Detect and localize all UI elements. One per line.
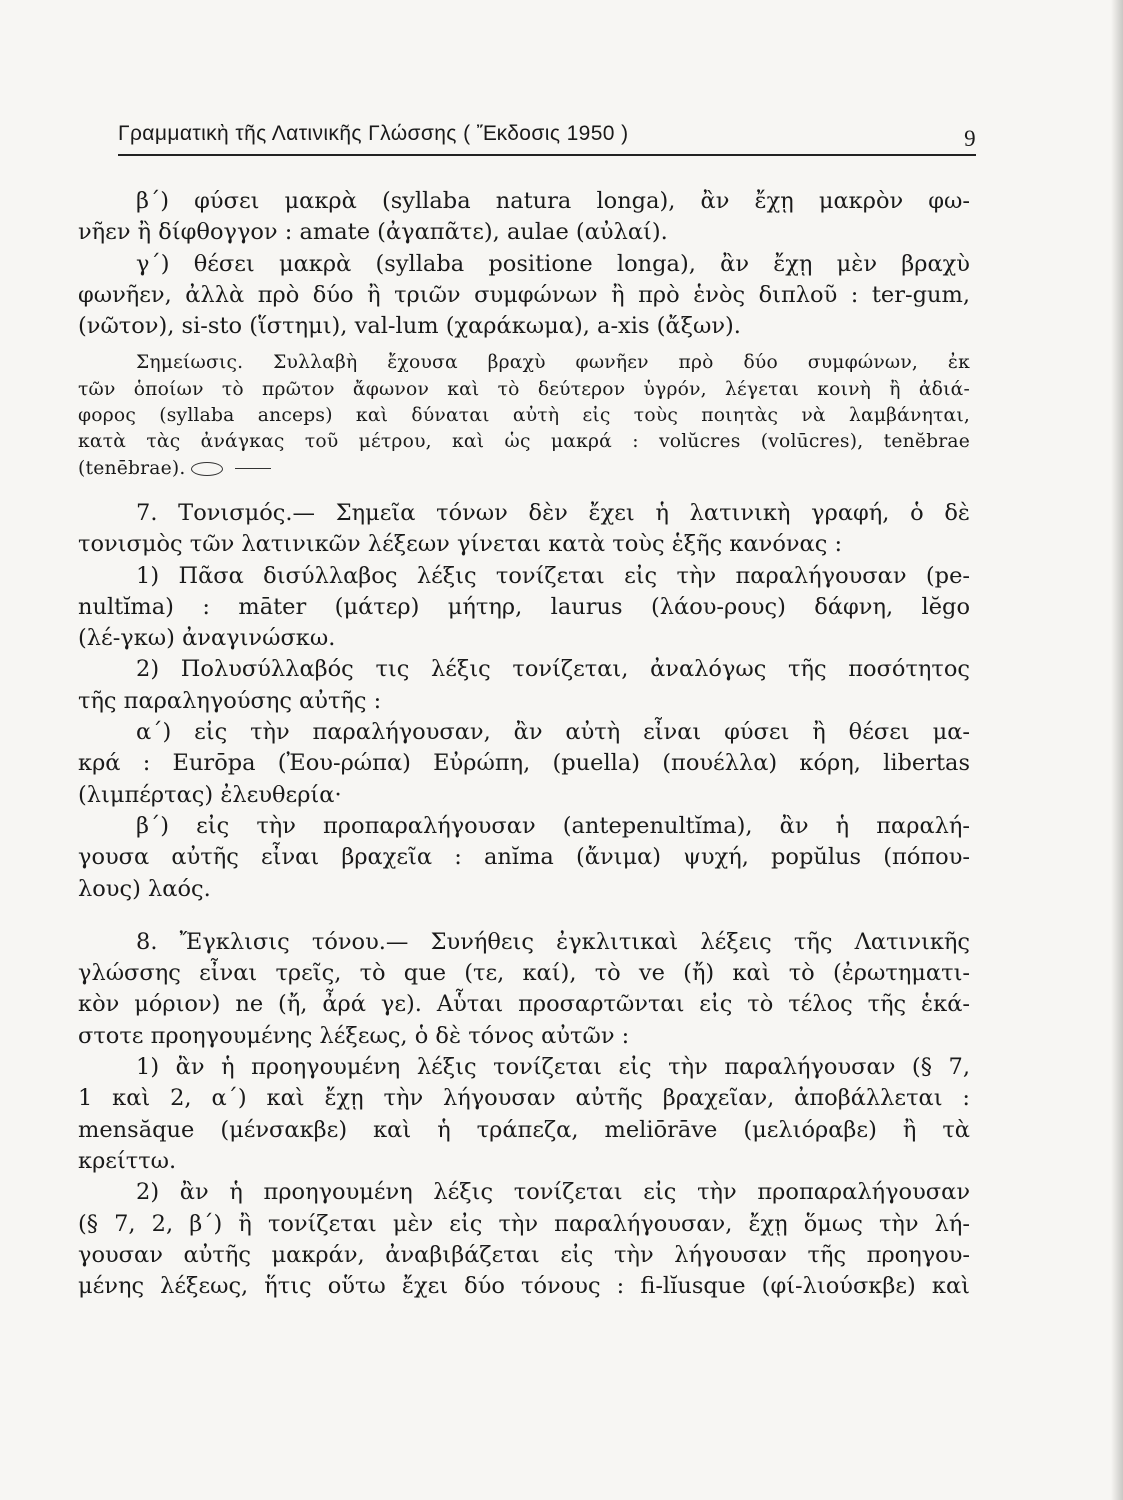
text-line: 2) ἂν ἡ προηγουμένη λέξις τονίζεται εἰς τὴν προπαραλήγουσαν: [136, 1179, 970, 1206]
text-line: φωνῆεν, ἀλλὰ πρὸ δύο ἢ τριῶν συμφώνων ἢ πρὸ ἑνὸς διπλοῦ : ter-gum,: [78, 281, 970, 308]
section-7-heading-line: 7. Τονισμός.— Σημεῖα τόνων δὲν ἔχει ἡ λατινικὴ γραφή, ὁ δὲ: [136, 499, 970, 526]
text-line: (λιμπέρτας) ἐλευθερία·: [78, 781, 342, 808]
text-line: 1 καὶ 2, α´) καὶ ἔχῃ τὴν λήγουσαν αὐτῆς βραχεῖαν, ἀποβάλλεται :: [78, 1085, 970, 1112]
page-body: [78, 186, 970, 1302]
text-line: λους) λαός.: [78, 875, 211, 902]
text-line: νῆεν ἢ δίφθογγον : amate (ἀγαπᾶτε), aulae (αὐλαί).: [78, 219, 668, 246]
text-line: στοτε προηγουμένης λέξεως, ὁ δὲ τόνος αὐτῶν :: [78, 1022, 630, 1049]
text-line: 1) ἂν ἡ προηγουμένη λέξις τονίζεται εἰς τὴν παραλήγουσαν (§ 7,: [136, 1054, 970, 1081]
text-line: κὸν μόριον) ne (ἤ, ἆρά γε). Αὗται προσαρτῶνται εἰς τὸ τέλος τῆς ἑκά-: [78, 991, 970, 1018]
text-line: 1) Πᾶσα δισύλλαβος λέξις τονίζεται εἰς τὴν παραλήγουσαν (pe-: [136, 562, 970, 589]
text-line: (§ 7, 2, β´) ἢ τονίζεται μὲν εἰς τὴν παραλήγουσαν, ἔχῃ ὅμως τὴν λή-: [78, 1210, 970, 1237]
note-line: τῶν ὁποίων τὸ πρῶτον ἄφωνον καὶ τὸ δεύτερον ὑγρόν, λέγεται κοινὴ ἢ ἀδιά-: [78, 378, 970, 400]
text-line: nultĭma) : māter (μάτερ) μήτηρ, laurus (λάου-ρους) δάφνη, lĕgo: [78, 593, 970, 620]
text-line: τονισμὸς τῶν λατινικῶν λέξεων γίνεται κατὰ τοὺς ἑξῆς κανόνας :: [78, 531, 843, 558]
text-line: γουσαν αὐτῆς μακράν, ἀναβιβάζεται εἰς τὴν λήγουσαν τῆς προηγου-: [78, 1241, 970, 1268]
text-line: τῆς παραληγούσης αὐτῆς :: [78, 687, 382, 714]
note-line: Σημείωσις. Συλλαβὴ ἔχουσα βραχὺ φωνῆεν πρὸ δύο συμφώνων, ἐκ: [136, 352, 970, 374]
text-line: (λέ-γκω) ἀναγινώσκω.: [78, 625, 336, 652]
text-line: α´) εἰς τὴν παραλήγουσαν, ἂν αὐτὴ εἶναι φύσει ἢ θέσει μα-: [136, 719, 970, 746]
text-line: γλώσσης εἶναι τρεῖς, τὸ que (τε, καί), τὸ ve (ἤ) καὶ τὸ (ἐρωτηματι-: [78, 960, 970, 987]
note-line: κατὰ τὰς ἀνάγκας τοῦ μέτρου, καὶ ὡς μακρά : volŭcres (volūcres), tenĕbrae: [78, 431, 970, 453]
text-line: β´) φύσει μακρὰ (syllaba natura longa), ἂν ἔχῃ μακρὸν φω-: [136, 188, 970, 214]
running-header: [118, 120, 976, 156]
text-line: κρά : Eurōpa (Ἐου-ρώπα) Εὐρώπη, (puella) (πουέλλα) κόρη, libertas: [78, 750, 970, 777]
text-line: (νῶτον), si-sto (ἵστημι), val-lum (χαράκωμα), a-xis (ἄξων).: [78, 313, 741, 340]
note-line: φορος (syllaba anceps) καὶ δύναται αὐτὴ εἰς τοὺς ποιητὰς νὰ λαμβάνηται,: [78, 405, 970, 427]
text-line: γουσα αὐτῆς εἶναι βραχεῖα : anĭma (ἄνιμα) ψυχή, popŭlus (πόπου-: [78, 844, 970, 871]
text-line: κρείττω.: [78, 1147, 177, 1174]
note-end-text: (tenēbrae).: [78, 457, 186, 479]
text-line: γ´) θέσει μακρὰ (syllaba positione longa), ἂν ἔχῃ μὲν βραχὺ: [136, 250, 970, 277]
ornament-dash: [235, 468, 271, 469]
text-line: mensăque (μένσακβε) καὶ ἡ τράπεζα, meliōrāve (μελιόραβε) ἢ τὰ: [78, 1116, 970, 1143]
ornament-mark: [191, 462, 223, 476]
page-edge-shadow: [1111, 0, 1123, 1500]
section-8-heading-line: 8. Ἔγκλισις τόνου.— Συνήθεις ἐγκλιτικαὶ λέξεις τῆς Λατινικῆς: [136, 928, 970, 955]
text-line: 2) Πολυσύλλαβός τις λέξις τονίζεται, ἀναλόγως τῆς ποσότητος: [136, 656, 970, 683]
page-number: 9: [964, 126, 976, 151]
note-line: [78, 456, 970, 482]
text-line: μένης λέξεως, ἥτις οὕτω ἔχει δύο τόνους : fi-lĭusque (φί-λιούσκβε) καὶ: [78, 1273, 970, 1300]
header-title: Γραμματικὴ τῆς Λατινικῆς Γλώσσης ( Ἔκδοσις 1950 ): [118, 122, 629, 145]
text-line: β´) εἰς τὴν προπαραλήγουσαν (antepenultĭma), ἂν ἡ παραλή-: [136, 812, 970, 839]
